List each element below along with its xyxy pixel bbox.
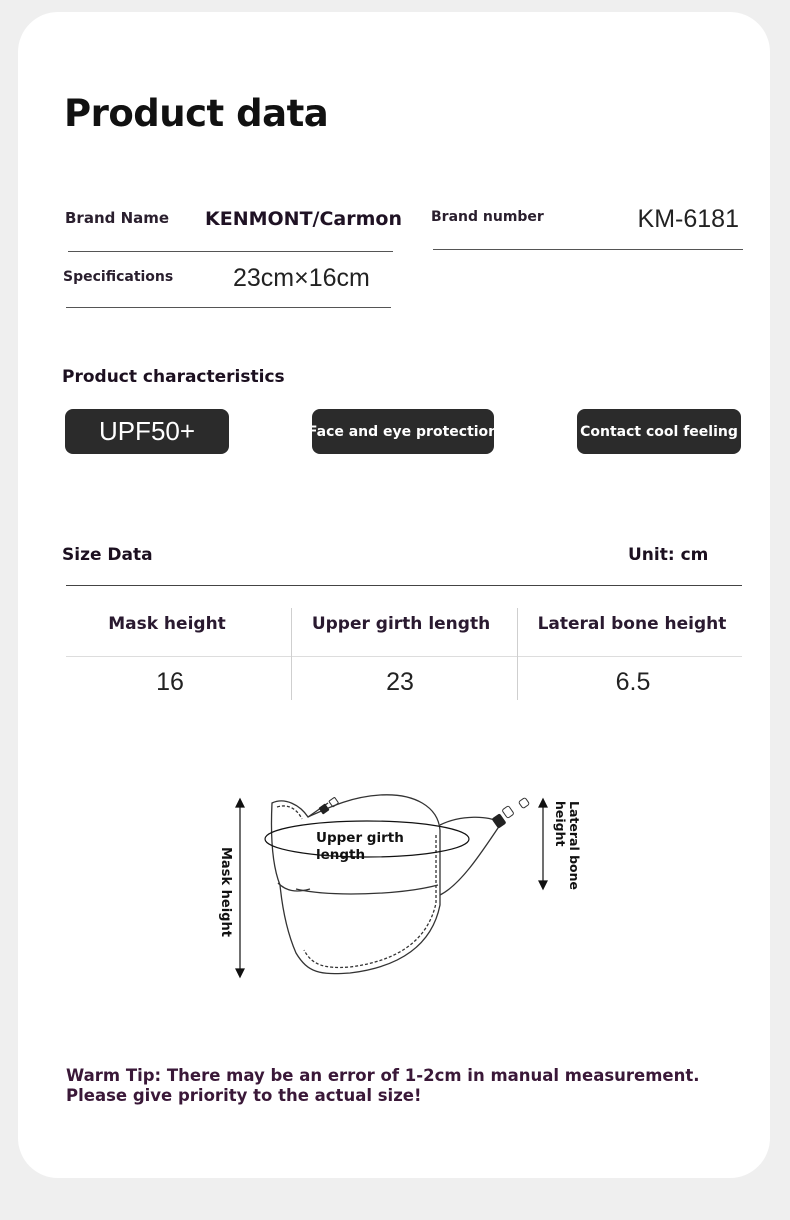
strap-adjuster <box>318 803 329 814</box>
specifications-value: 23cm×16cm <box>233 264 370 292</box>
feature-badge: Face and eye protection <box>312 409 494 454</box>
mask-height-label: Mask height <box>218 847 233 937</box>
divider <box>66 307 391 308</box>
divider <box>66 585 742 586</box>
warm-tip: Warm Tip: There may be an error of 1-2cm in manual measurement. Please give priority to the actual size! <box>66 1066 700 1105</box>
mask-height-arrow <box>236 799 244 977</box>
divider <box>66 656 742 657</box>
specifications-label: Specifications <box>63 269 174 285</box>
lateral-label-line2: height <box>553 801 568 847</box>
brand-name-label: Brand Name <box>65 209 170 227</box>
feature-badge: UPF50+ <box>65 409 229 454</box>
value-lateral-bone: 6.5 <box>615 668 651 696</box>
divider <box>433 249 743 250</box>
upper-girth-label-line1: Upper girth <box>316 830 404 846</box>
product-data-card <box>18 12 770 1178</box>
unit-label: Unit: cm <box>628 545 709 565</box>
column-header-lateral-bone: Lateral bone height <box>537 614 727 634</box>
value-upper-girth: 23 <box>386 668 414 696</box>
upper-girth-label-line2: length <box>316 847 366 863</box>
strap-adjuster <box>491 813 506 829</box>
lateral-label-line1: Lateral bone <box>567 801 582 891</box>
divider <box>68 251 393 252</box>
size-data-heading: Size Data <box>62 545 153 565</box>
brand-name-value: KENMONT/Carmon <box>205 208 402 230</box>
mask-diagram <box>200 785 600 985</box>
column-header-mask-height: Mask height <box>108 614 226 634</box>
characteristics-heading: Product characteristics <box>62 367 285 387</box>
page-title: Product data <box>64 92 329 135</box>
brand-number-label: Brand number <box>431 209 544 225</box>
column-header-upper-girth: Upper girth length <box>311 614 491 634</box>
feature-badge: Contact cool feeling <box>577 409 741 454</box>
value-mask-height: 16 <box>156 668 184 696</box>
lateral-height-arrow <box>539 799 547 889</box>
brand-number-value: KM-6181 <box>637 205 739 233</box>
